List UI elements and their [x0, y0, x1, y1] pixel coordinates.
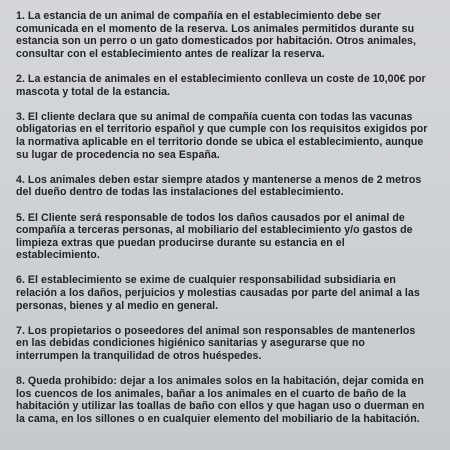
rule-line: relación a los daños, perjuicios y molestias causadas por parte del animal a las — [16, 287, 420, 300]
rule-line: limpieza extras que puedan producirse durante su estancia en el — [16, 236, 345, 249]
rule-line: mascota y total de la estancia. — [16, 85, 171, 98]
rule-line: habitación y utilizar las toallas de baño con ellos y que hagan uso o duerman en — [16, 400, 425, 413]
rule-line: 8. Queda prohibido: dejar a los animales solos en la habitación, dejar comida en — [16, 375, 424, 388]
rule-3 — [16, 111, 444, 161]
rule-8 — [16, 375, 444, 425]
rule-line: estancia son un perro o un gato domesticados por habitación. Otros animales, — [16, 35, 416, 48]
rule-line: establecimiento. — [16, 249, 100, 262]
rule-6 — [16, 274, 444, 312]
rule-line: 6. El establecimiento se exime de cualquier responsabilidad subsidiaria en — [16, 274, 396, 287]
rule-line: interrumpen la tranquilidad de otros huéspedes. — [16, 350, 262, 363]
rule-line: compañía a terceras personas, al mobiliario del establecimiento y/o gastos de — [16, 224, 413, 237]
rule-line: consultar con el establecimiento antes de realizar la reserva. — [16, 47, 325, 60]
rule-1 — [16, 10, 444, 60]
rule-line: 3. El cliente declara que su animal de compañía cuenta con todas las vacunas — [16, 110, 413, 123]
rule-line: 4. Los animales deben estar siempre atados y mantenerse a menos de 2 metros — [16, 173, 422, 186]
rule-4 — [16, 174, 444, 199]
rule-line: la cama, en los sillones o en cualquier elemento del mobiliario de la habitación. — [16, 413, 420, 425]
rule-line: 2. La estancia de animales en el establecimiento conlleva un coste de 10,00€ por — [16, 72, 426, 85]
rule-line: personas, bienes y al medio en general. — [16, 299, 219, 312]
rule-5 — [16, 212, 444, 262]
rule-line: 5. El Cliente será responsable de todos los daños causados por el animal de — [16, 211, 405, 224]
rule-line: su lugar de procedencia no sea España. — [16, 148, 220, 161]
rule-line: en las debidas condiciones higiénico sanitarias y asegurarse que no — [16, 337, 365, 350]
rule-line: los cuencos de los animales, bañar a los animales en el cuarto de baño de la — [16, 387, 407, 400]
rule-7 — [16, 325, 444, 363]
rule-line: la normativa aplicable en el territorio donde se ubica el establecimiento, aunque — [16, 135, 424, 148]
rule-line: 1. La estancia de un animal de compañía en el establecimiento debe ser — [16, 10, 381, 22]
rule-line: comunicada en el momento de la reserva. Los animales permitidos durante su — [16, 22, 415, 35]
rule-line: 7. Los propietarios o poseedores del animal son responsables de mantenerlos — [16, 324, 416, 337]
rule-line: obligatorias en el territorio español y que cumple con los requisitos exigidos por — [16, 123, 428, 136]
rule-line: del dueño dentro de todas las instalaciones del establecimiento. — [16, 186, 344, 199]
rule-2 — [16, 73, 444, 98]
